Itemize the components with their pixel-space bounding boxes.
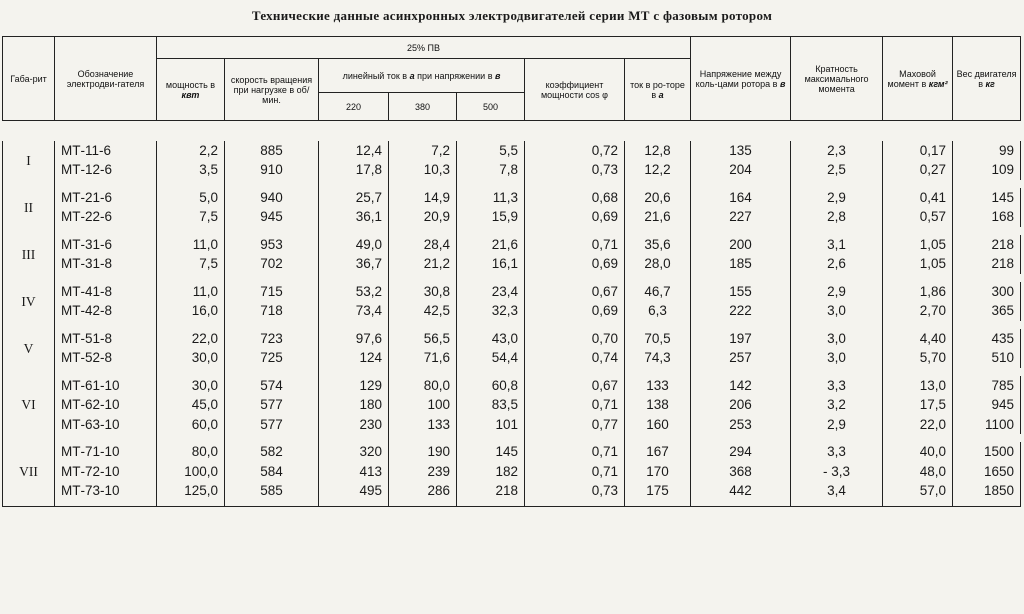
motor-designation: МТ-21-6 bbox=[55, 188, 157, 208]
data-cell: 0,74 bbox=[525, 348, 625, 368]
data-cell: 53,2 bbox=[319, 282, 389, 302]
table-row bbox=[3, 188, 1021, 208]
data-cell: 2,8 bbox=[791, 207, 883, 227]
data-cell: 4,40 bbox=[883, 329, 953, 349]
data-cell: 43,0 bbox=[457, 329, 525, 349]
table-row bbox=[3, 395, 1021, 415]
motor-designation: МТ-62-10 bbox=[55, 395, 157, 415]
data-cell: 510 bbox=[953, 348, 1021, 368]
data-cell: 257 bbox=[691, 348, 791, 368]
data-cell: 1650 bbox=[953, 462, 1021, 482]
data-cell: 142 bbox=[691, 376, 791, 396]
header-current: линейный ток в а при напряжении в в bbox=[319, 59, 525, 93]
data-cell: 0,73 bbox=[525, 481, 625, 501]
data-cell: 585 bbox=[225, 481, 319, 501]
data-cell: 239 bbox=[389, 462, 457, 482]
data-cell: 945 bbox=[953, 395, 1021, 415]
data-cell: 12,4 bbox=[319, 141, 389, 161]
data-cell: 7,8 bbox=[457, 160, 525, 180]
data-cell: 185 bbox=[691, 254, 791, 274]
header-rotor-current: ток в ро-торе в а bbox=[625, 59, 691, 121]
data-cell: 15,9 bbox=[457, 207, 525, 227]
motor-designation: МТ-71-10 bbox=[55, 442, 157, 462]
data-cell: 20,6 bbox=[625, 188, 691, 208]
data-cell: 57,0 bbox=[883, 481, 953, 501]
data-cell: 227 bbox=[691, 207, 791, 227]
data-cell: 109 bbox=[953, 160, 1021, 180]
data-cell: 3,3 bbox=[791, 442, 883, 462]
data-cell: 5,70 bbox=[883, 348, 953, 368]
data-cell: 0,68 bbox=[525, 188, 625, 208]
data-cell: 30,0 bbox=[157, 348, 225, 368]
data-cell: 182 bbox=[457, 462, 525, 482]
data-cell: 133 bbox=[389, 415, 457, 435]
gabarit-cell: III bbox=[3, 235, 55, 274]
data-cell: 135 bbox=[691, 141, 791, 161]
data-cell: 2,6 bbox=[791, 254, 883, 274]
data-cell: 0,69 bbox=[525, 301, 625, 321]
data-cell: 42,5 bbox=[389, 301, 457, 321]
data-cell: 294 bbox=[691, 442, 791, 462]
data-cell: 2,2 bbox=[157, 141, 225, 161]
data-cell: 413 bbox=[319, 462, 389, 482]
table-row bbox=[3, 301, 1021, 321]
data-cell: 577 bbox=[225, 415, 319, 435]
data-cell: 32,3 bbox=[457, 301, 525, 321]
data-cell: 320 bbox=[319, 442, 389, 462]
data-cell: 101 bbox=[457, 415, 525, 435]
data-cell: 218 bbox=[953, 235, 1021, 255]
data-cell: 71,6 bbox=[389, 348, 457, 368]
gabarit-cell: IV bbox=[3, 282, 55, 321]
data-cell: 2,9 bbox=[791, 188, 883, 208]
data-cell: - 3,3 bbox=[791, 462, 883, 482]
data-cell: 2,9 bbox=[791, 282, 883, 302]
data-cell: 230 bbox=[319, 415, 389, 435]
data-cell: 1,05 bbox=[883, 254, 953, 274]
data-cell: 60,8 bbox=[457, 376, 525, 396]
data-cell: 3,3 bbox=[791, 376, 883, 396]
data-cell: 175 bbox=[625, 481, 691, 501]
data-cell: 28,4 bbox=[389, 235, 457, 255]
data-cell: 60,0 bbox=[157, 415, 225, 435]
data-cell: 25,7 bbox=[319, 188, 389, 208]
data-cell: 222 bbox=[691, 301, 791, 321]
data-cell: 83,5 bbox=[457, 395, 525, 415]
data-cell: 574 bbox=[225, 376, 319, 396]
data-cell: 0,71 bbox=[525, 235, 625, 255]
data-cell: 160 bbox=[625, 415, 691, 435]
header-weight: Вес двигателя в кг bbox=[953, 37, 1021, 121]
motor-designation: МТ-52-8 bbox=[55, 348, 157, 368]
data-cell: 3,0 bbox=[791, 348, 883, 368]
data-cell: 204 bbox=[691, 160, 791, 180]
data-cell: 286 bbox=[389, 481, 457, 501]
data-cell: 584 bbox=[225, 462, 319, 482]
motor-designation: МТ-73-10 bbox=[55, 481, 157, 501]
data-cell: 2,70 bbox=[883, 301, 953, 321]
header-v220: 220 bbox=[319, 93, 389, 121]
data-cell: 300 bbox=[953, 282, 1021, 302]
data-cell: 21,2 bbox=[389, 254, 457, 274]
data-cell: 0,71 bbox=[525, 462, 625, 482]
table-row bbox=[3, 254, 1021, 274]
data-cell: 1100 bbox=[953, 415, 1021, 435]
data-cell: 40,0 bbox=[883, 442, 953, 462]
data-cell: 2,9 bbox=[791, 415, 883, 435]
data-cell: 145 bbox=[457, 442, 525, 462]
data-cell: 17,8 bbox=[319, 160, 389, 180]
data-cell: 20,9 bbox=[389, 207, 457, 227]
data-cell: 167 bbox=[625, 442, 691, 462]
data-cell: 138 bbox=[625, 395, 691, 415]
gabarit-cell: II bbox=[3, 188, 55, 227]
data-cell: 45,0 bbox=[157, 395, 225, 415]
data-cell: 6,3 bbox=[625, 301, 691, 321]
data-cell: 0,17 bbox=[883, 141, 953, 161]
data-cell: 0,41 bbox=[883, 188, 953, 208]
table-row bbox=[3, 376, 1021, 396]
table-row bbox=[3, 141, 1021, 161]
data-cell: 253 bbox=[691, 415, 791, 435]
motor-designation: МТ-12-6 bbox=[55, 160, 157, 180]
gabarit-cell: VI bbox=[3, 376, 55, 435]
data-cell: 200 bbox=[691, 235, 791, 255]
data-cell: 218 bbox=[457, 481, 525, 501]
table-row bbox=[3, 481, 1021, 501]
data-cell: 945 bbox=[225, 207, 319, 227]
data-cell: 365 bbox=[953, 301, 1021, 321]
data-cell: 28,0 bbox=[625, 254, 691, 274]
data-cell: 3,5 bbox=[157, 160, 225, 180]
motor-designation: МТ-41-8 bbox=[55, 282, 157, 302]
motor-designation: МТ-42-8 bbox=[55, 301, 157, 321]
data-cell: 702 bbox=[225, 254, 319, 274]
header-speed: скорость вращения при нагрузке в об/мин. bbox=[225, 59, 319, 121]
gabarit-cell: VII bbox=[3, 442, 55, 501]
table-row bbox=[3, 415, 1021, 435]
data-cell: 0,57 bbox=[883, 207, 953, 227]
data-cell: 133 bbox=[625, 376, 691, 396]
data-cell: 99 bbox=[953, 141, 1021, 161]
header-gabarit: Габа-рит bbox=[3, 37, 55, 121]
data-cell: 3,4 bbox=[791, 481, 883, 501]
data-cell: 164 bbox=[691, 188, 791, 208]
data-cell: 3,0 bbox=[791, 329, 883, 349]
data-cell: 124 bbox=[319, 348, 389, 368]
motor-designation: МТ-63-10 bbox=[55, 415, 157, 435]
header-flywheel: Маховой момент в кгм² bbox=[883, 37, 953, 121]
data-cell: 197 bbox=[691, 329, 791, 349]
data-cell: 723 bbox=[225, 329, 319, 349]
data-cell: 180 bbox=[319, 395, 389, 415]
data-cell: 21,6 bbox=[625, 207, 691, 227]
table-row bbox=[3, 329, 1021, 349]
data-cell: 435 bbox=[953, 329, 1021, 349]
data-cell: 129 bbox=[319, 376, 389, 396]
data-cell: 22,0 bbox=[157, 329, 225, 349]
data-cell: 0,67 bbox=[525, 376, 625, 396]
header-pv: 25% ПВ bbox=[157, 37, 691, 59]
data-cell: 0,73 bbox=[525, 160, 625, 180]
data-cell: 74,3 bbox=[625, 348, 691, 368]
motor-designation: МТ-22-6 bbox=[55, 207, 157, 227]
data-cell: 0,27 bbox=[883, 160, 953, 180]
data-cell: 0,70 bbox=[525, 329, 625, 349]
data-cell: 3,2 bbox=[791, 395, 883, 415]
table-row bbox=[3, 160, 1021, 180]
data-cell: 442 bbox=[691, 481, 791, 501]
data-cell: 0,71 bbox=[525, 395, 625, 415]
data-cell: 0,71 bbox=[525, 442, 625, 462]
data-cell: 48,0 bbox=[883, 462, 953, 482]
data-cell: 21,6 bbox=[457, 235, 525, 255]
data-cell: 80,0 bbox=[157, 442, 225, 462]
data-cell: 70,5 bbox=[625, 329, 691, 349]
data-cell: 495 bbox=[319, 481, 389, 501]
data-cell: 16,1 bbox=[457, 254, 525, 274]
data-cell: 170 bbox=[625, 462, 691, 482]
data-cell: 14,9 bbox=[389, 188, 457, 208]
header-v500: 500 bbox=[457, 93, 525, 121]
data-cell: 16,0 bbox=[157, 301, 225, 321]
motor-designation: МТ-51-8 bbox=[55, 329, 157, 349]
data-cell: 54,4 bbox=[457, 348, 525, 368]
data-cell: 725 bbox=[225, 348, 319, 368]
data-cell: 100,0 bbox=[157, 462, 225, 482]
data-cell: 17,5 bbox=[883, 395, 953, 415]
data-cell: 3,0 bbox=[791, 301, 883, 321]
data-cell: 1850 bbox=[953, 481, 1021, 501]
data-cell: 368 bbox=[691, 462, 791, 482]
table-row bbox=[3, 462, 1021, 482]
data-cell: 3,1 bbox=[791, 235, 883, 255]
data-cell: 0,69 bbox=[525, 254, 625, 274]
data-cell: 940 bbox=[225, 188, 319, 208]
gabarit-cell: I bbox=[3, 141, 55, 180]
data-cell: 12,2 bbox=[625, 160, 691, 180]
header-designation: Обозначение электродви-гателя bbox=[55, 37, 157, 121]
header-cosphi: коэффициент мощности cos φ bbox=[525, 59, 625, 121]
data-cell: 1,05 bbox=[883, 235, 953, 255]
data-cell: 56,5 bbox=[389, 329, 457, 349]
data-cell: 0,72 bbox=[525, 141, 625, 161]
data-cell: 885 bbox=[225, 141, 319, 161]
data-cell: 73,4 bbox=[319, 301, 389, 321]
table-row bbox=[3, 282, 1021, 302]
motor-designation: МТ-11-6 bbox=[55, 141, 157, 161]
data-cell: 10,3 bbox=[389, 160, 457, 180]
motor-designation: МТ-31-8 bbox=[55, 254, 157, 274]
header-v380: 380 bbox=[389, 93, 457, 121]
data-cell: 577 bbox=[225, 395, 319, 415]
data-cell: 2,5 bbox=[791, 160, 883, 180]
data-cell: 715 bbox=[225, 282, 319, 302]
data-cell: 35,6 bbox=[625, 235, 691, 255]
data-cell: 953 bbox=[225, 235, 319, 255]
data-cell: 0,69 bbox=[525, 207, 625, 227]
data-cell: 5,5 bbox=[457, 141, 525, 161]
data-cell: 7,2 bbox=[389, 141, 457, 161]
data-cell: 11,3 bbox=[457, 188, 525, 208]
data-cell: 5,0 bbox=[157, 188, 225, 208]
table-row bbox=[3, 235, 1021, 255]
data-cell: 785 bbox=[953, 376, 1021, 396]
data-cell: 145 bbox=[953, 188, 1021, 208]
data-cell: 718 bbox=[225, 301, 319, 321]
data-cell: 23,4 bbox=[457, 282, 525, 302]
data-cell: 49,0 bbox=[319, 235, 389, 255]
data-cell: 168 bbox=[953, 207, 1021, 227]
header-ratio: Кратность максимального момента bbox=[791, 37, 883, 121]
data-cell: 11,0 bbox=[157, 235, 225, 255]
data-cell: 80,0 bbox=[389, 376, 457, 396]
header-power: мощность в квт bbox=[157, 59, 225, 121]
data-cell: 1,86 bbox=[883, 282, 953, 302]
data-cell: 13,0 bbox=[883, 376, 953, 396]
table-row bbox=[3, 348, 1021, 368]
data-cell: 1500 bbox=[953, 442, 1021, 462]
data-cell: 36,7 bbox=[319, 254, 389, 274]
data-cell: 12,8 bbox=[625, 141, 691, 161]
data-cell: 7,5 bbox=[157, 254, 225, 274]
data-cell: 0,77 bbox=[525, 415, 625, 435]
motor-data-table bbox=[2, 36, 1021, 507]
table-title: Технические данные асинхронных электродвигателей серии МТ с фазовым ротором bbox=[251, 8, 773, 23]
data-cell: 2,3 bbox=[791, 141, 883, 161]
table-row bbox=[3, 207, 1021, 227]
motor-designation: МТ-31-6 bbox=[55, 235, 157, 255]
data-cell: 206 bbox=[691, 395, 791, 415]
data-cell: 30,0 bbox=[157, 376, 225, 396]
data-cell: 125,0 bbox=[157, 481, 225, 501]
data-cell: 7,5 bbox=[157, 207, 225, 227]
data-cell: 190 bbox=[389, 442, 457, 462]
data-cell: 11,0 bbox=[157, 282, 225, 302]
motor-designation: МТ-61-10 bbox=[55, 376, 157, 396]
data-cell: 0,67 bbox=[525, 282, 625, 302]
data-cell: 97,6 bbox=[319, 329, 389, 349]
data-cell: 910 bbox=[225, 160, 319, 180]
data-cell: 155 bbox=[691, 282, 791, 302]
data-cell: 22,0 bbox=[883, 415, 953, 435]
data-cell: 218 bbox=[953, 254, 1021, 274]
gabarit-cell: V bbox=[3, 329, 55, 368]
data-cell: 46,7 bbox=[625, 282, 691, 302]
header-voltage: Напряжение между коль-цами ротора в в bbox=[691, 37, 791, 121]
data-cell: 582 bbox=[225, 442, 319, 462]
data-cell: 36,1 bbox=[319, 207, 389, 227]
motor-designation: МТ-72-10 bbox=[55, 462, 157, 482]
table-row bbox=[3, 442, 1021, 462]
data-cell: 30,8 bbox=[389, 282, 457, 302]
data-cell: 100 bbox=[389, 395, 457, 415]
